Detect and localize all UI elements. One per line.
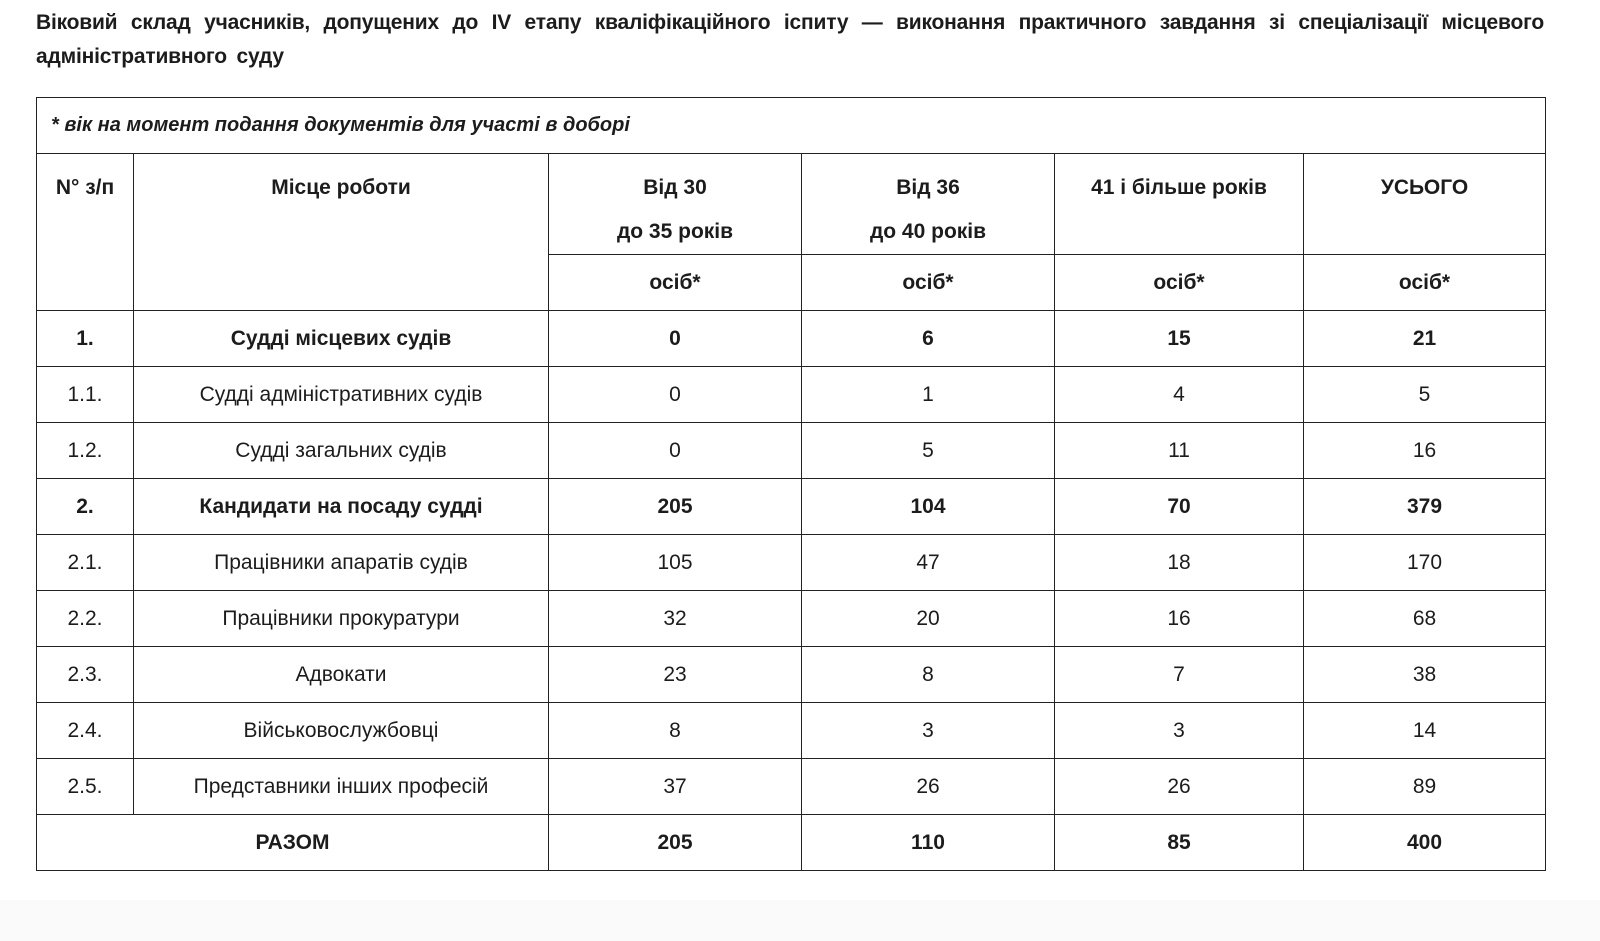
- row-age-30-35: 8: [549, 703, 802, 759]
- row-total: 38: [1304, 647, 1546, 703]
- row-total: 21: [1304, 311, 1546, 367]
- totals-label: РАЗОМ: [37, 815, 549, 871]
- row-total: 68: [1304, 591, 1546, 647]
- row-place: Судді адміністративних судів: [134, 367, 549, 423]
- row-age-41-plus: 7: [1055, 647, 1304, 703]
- row-age-30-35: 205: [549, 479, 802, 535]
- header-row: [37, 154, 1546, 255]
- table-row: [37, 535, 1546, 591]
- header-total: УСЬОГО: [1304, 154, 1546, 255]
- row-number: 2.1.: [37, 535, 134, 591]
- row-number: 1.: [37, 311, 134, 367]
- header-place: Місце роботи: [134, 154, 549, 311]
- row-total: 89: [1304, 759, 1546, 815]
- totals-age-30-35: 205: [549, 815, 802, 871]
- row-age-30-35: 0: [549, 367, 802, 423]
- header-age-36-40: Від 36 до 40 років: [802, 154, 1055, 255]
- row-number: 2.: [37, 479, 134, 535]
- row-place: Військовослужбовці: [134, 703, 549, 759]
- row-age-30-35: 32: [549, 591, 802, 647]
- table-row: [37, 759, 1546, 815]
- footnote-row: [37, 98, 1546, 154]
- table-row: [37, 311, 1546, 367]
- row-age-30-35: 0: [549, 311, 802, 367]
- row-age-41-plus: 15: [1055, 311, 1304, 367]
- table-row: [37, 479, 1546, 535]
- table-row: [37, 703, 1546, 759]
- unit-label: осіб*: [802, 255, 1055, 311]
- row-age-41-plus: 26: [1055, 759, 1304, 815]
- row-age-36-40: 47: [802, 535, 1055, 591]
- totals-row: [37, 815, 1546, 871]
- unit-label: осіб*: [1055, 255, 1304, 311]
- row-number: 2.5.: [37, 759, 134, 815]
- row-age-30-35: 23: [549, 647, 802, 703]
- row-age-41-plus: 3: [1055, 703, 1304, 759]
- header-number: N° з/п: [37, 154, 134, 311]
- totals-age-36-40: 110: [802, 815, 1055, 871]
- row-number: 2.4.: [37, 703, 134, 759]
- row-age-30-35: 0: [549, 423, 802, 479]
- row-place: Судді місцевих судів: [134, 311, 549, 367]
- row-age-30-35: 37: [549, 759, 802, 815]
- row-place: Кандидати на посаду судді: [134, 479, 549, 535]
- row-total: 170: [1304, 535, 1546, 591]
- table-body: [37, 311, 1546, 815]
- row-number: 2.2.: [37, 591, 134, 647]
- row-age-36-40: 20: [802, 591, 1055, 647]
- document-title: Віковий склад учасників, допущених до IV етапу кваліфікаційного іспиту — виконання практичного завдання зі спеціалізації місцевого адміністративного суду: [36, 11, 1544, 68]
- row-total: 379: [1304, 479, 1546, 535]
- row-age-41-plus: 11: [1055, 423, 1304, 479]
- row-place: Судді загальних судів: [134, 423, 549, 479]
- unit-label: осіб*: [1304, 255, 1546, 311]
- footnote: * вік на момент подання документів для участі в доборі: [37, 98, 1546, 154]
- table-row: [37, 591, 1546, 647]
- row-age-41-plus: 4: [1055, 367, 1304, 423]
- header-age-41-plus: 41 і більше років: [1055, 154, 1304, 255]
- row-age-36-40: 6: [802, 311, 1055, 367]
- row-age-36-40: 26: [802, 759, 1055, 815]
- totals-total: 400: [1304, 815, 1546, 871]
- row-place: Представники інших професій: [134, 759, 549, 815]
- header-age-30-35: Від 30 до 35 років: [549, 154, 802, 255]
- row-place: Адвокати: [134, 647, 549, 703]
- row-age-41-plus: 18: [1055, 535, 1304, 591]
- table-row: [37, 647, 1546, 703]
- row-number: 1.1.: [37, 367, 134, 423]
- row-total: 5: [1304, 367, 1546, 423]
- row-age-36-40: 104: [802, 479, 1055, 535]
- row-number: 1.2.: [37, 423, 134, 479]
- row-age-41-plus: 70: [1055, 479, 1304, 535]
- totals-age-41-plus: 85: [1055, 815, 1304, 871]
- row-age-41-plus: 16: [1055, 591, 1304, 647]
- table-row: [37, 367, 1546, 423]
- row-number: 2.3.: [37, 647, 134, 703]
- row-age-30-35: 105: [549, 535, 802, 591]
- row-age-36-40: 5: [802, 423, 1055, 479]
- row-place: Працівники апаратів судів: [134, 535, 549, 591]
- table-row: [37, 423, 1546, 479]
- row-total: 16: [1304, 423, 1546, 479]
- row-place: Працівники прокуратури: [134, 591, 549, 647]
- row-total: 14: [1304, 703, 1546, 759]
- unit-label: осіб*: [549, 255, 802, 311]
- page-bottom-band: [0, 900, 1600, 941]
- age-composition-table: [36, 97, 1546, 871]
- row-age-36-40: 3: [802, 703, 1055, 759]
- row-age-36-40: 8: [802, 647, 1055, 703]
- row-age-36-40: 1: [802, 367, 1055, 423]
